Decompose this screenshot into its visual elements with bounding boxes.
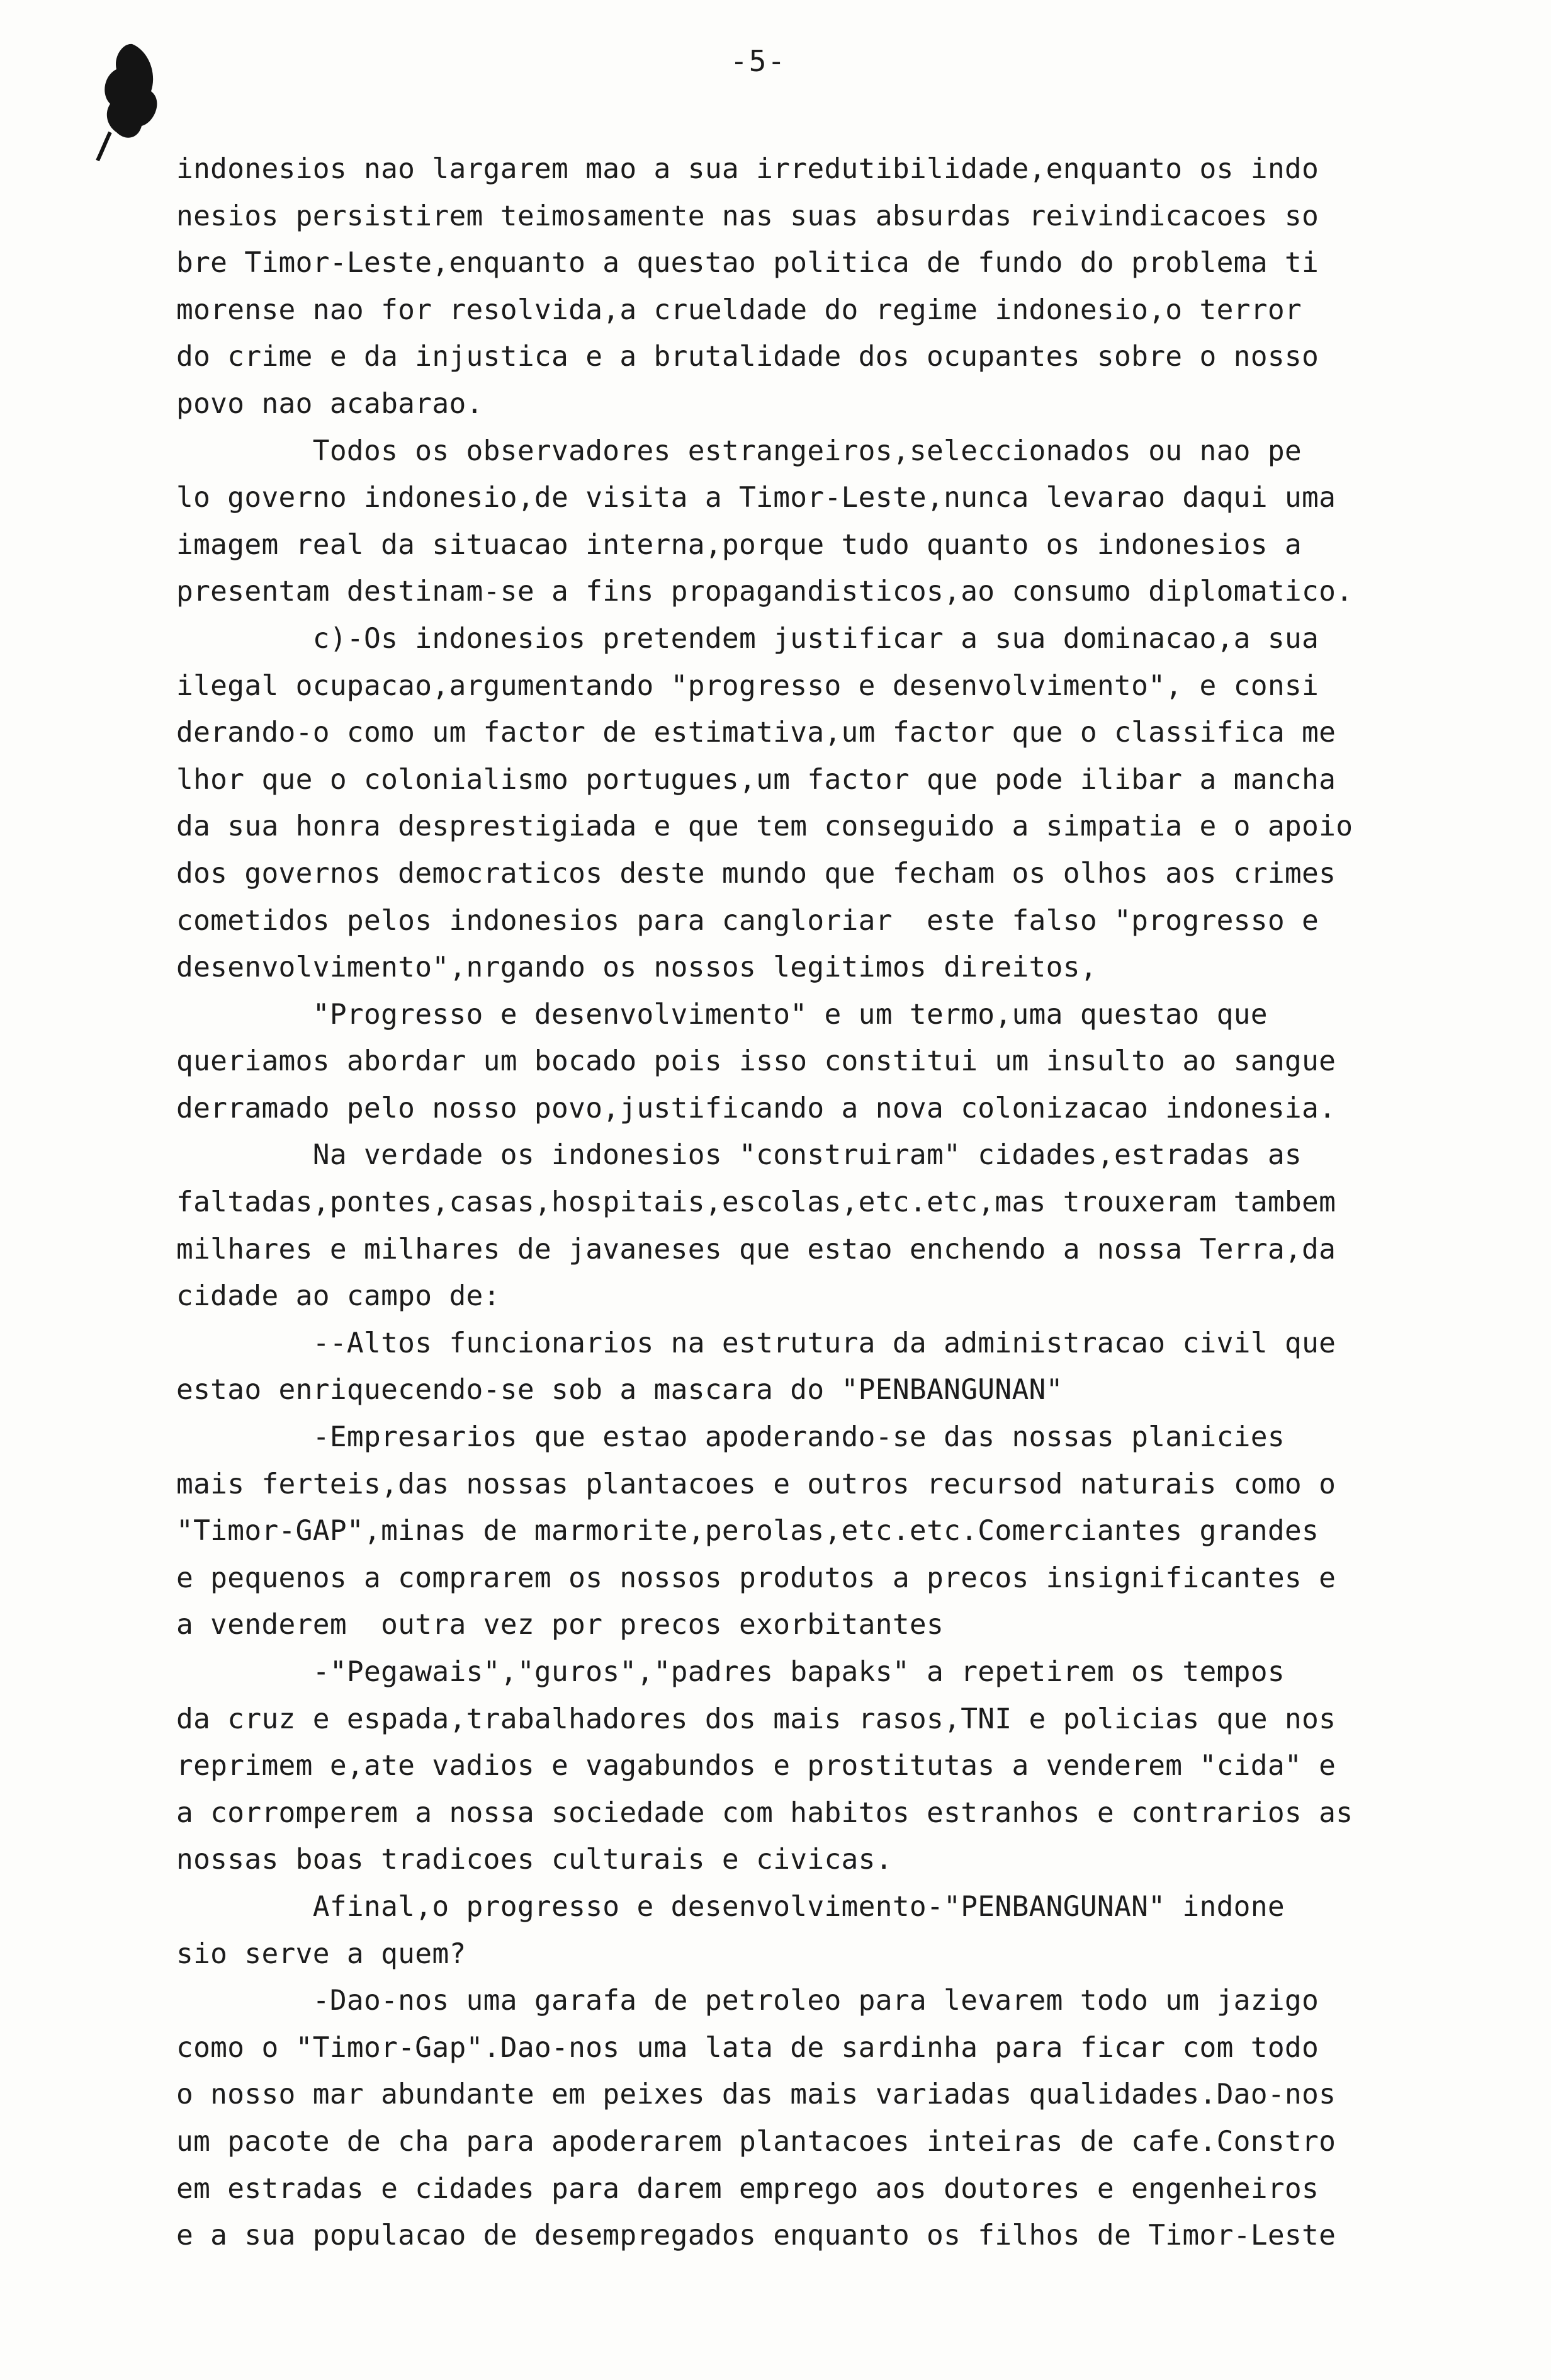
text-line: estao enriquecendo-se sob a mascara do "PENBANGUNAN" bbox=[176, 1374, 1063, 1407]
text-line: um pacote de cha para apoderarem plantacoes inteiras de cafe.Constro bbox=[176, 2125, 1336, 2158]
text-line: desenvolvimento",nrgando os nossos legitimos direitos, bbox=[176, 951, 1097, 984]
text-line: Afinal,o progresso e desenvolvimento-"PENBANGUNAN" indone bbox=[176, 1890, 1285, 1923]
text-line: imagem real da situacao interna,porque tudo quanto os indonesios a bbox=[176, 528, 1302, 561]
text-line: e a sua populacao de desempregados enquanto os filhos de Timor-Leste bbox=[176, 2219, 1336, 2252]
body-text bbox=[176, 146, 1523, 2260]
text-line: a venderem outra vez por precos exorbitantes bbox=[176, 1609, 944, 1641]
text-line: sio serve a quem? bbox=[176, 1937, 466, 1970]
text-line: lo governo indonesio,de visita a Timor-Leste,nunca levarao daqui uma bbox=[176, 482, 1336, 514]
ink-blot-mark bbox=[88, 38, 170, 164]
text-line: indonesios nao largarem mao a sua irredutibilidade,enquanto os indo bbox=[176, 153, 1319, 185]
text-line: presentam destinam-se a fins propagandisticos,ao consumo diplomatico. bbox=[176, 575, 1353, 608]
text-line: c)-Os indonesios pretendem justificar a sua dominacao,a sua bbox=[176, 622, 1319, 655]
text-line: reprimem e,ate vadios e vagabundos e prostitutas a venderem "cida" e bbox=[176, 1750, 1336, 1782]
text-line: cidade ao campo de: bbox=[176, 1280, 500, 1313]
text-line: milhares e milhares de javaneses que estao enchendo a nossa Terra,da bbox=[176, 1233, 1336, 1266]
text-line: Na verdade os indonesios "construiram" cidades,estradas as bbox=[176, 1139, 1302, 1172]
text-line: Todos os observadores estrangeiros,seleccionados ou nao pe bbox=[176, 434, 1302, 467]
text-line: --Altos funcionarios na estrutura da administracao civil que bbox=[176, 1327, 1336, 1359]
text-line: dos governos democraticos deste mundo que fecham os olhos aos crimes bbox=[176, 857, 1336, 890]
text-line: cometidos pelos indonesios para cangloriar este falso "progresso e bbox=[176, 904, 1319, 937]
text-line: nesios persistirem teimosamente nas suas absurdas reivindicacoes so bbox=[176, 200, 1319, 232]
text-line: povo nao acabarao. bbox=[176, 387, 483, 420]
text-line: e pequenos a comprarem os nossos produtos a precos insignificantes e bbox=[176, 1561, 1336, 1594]
text-line: "Progresso e desenvolvimento" e um termo,uma questao que bbox=[176, 998, 1268, 1031]
text-line: da sua honra desprestigiada e que tem conseguido a simpatia e o apoio bbox=[176, 810, 1353, 843]
text-line: ilegal ocupacao,argumentando "progresso e desenvolvimento", e consi bbox=[176, 669, 1319, 702]
text-line: queriamos abordar um bocado pois isso constitui um insulto ao sangue bbox=[176, 1045, 1336, 1078]
text-line: "Timor-GAP",minas de marmorite,perolas,etc.etc.Comerciantes grandes bbox=[176, 1515, 1319, 1548]
text-line: -Dao-nos uma garafa de petroleo para levarem todo um jazigo bbox=[176, 1985, 1319, 2017]
page-number: -5- bbox=[730, 44, 787, 78]
text-line: bre Timor-Leste,enquanto a questao politica de fundo do problema ti bbox=[176, 247, 1319, 280]
text-line: do crime e da injustica e a brutalidade dos ocupantes sobre o nosso bbox=[176, 341, 1319, 373]
text-line: -Empresarios que estao apoderando-se das nossas planicies bbox=[176, 1421, 1285, 1454]
text-line: morense nao for resolvida,a crueldade do regime indonesio,o terror bbox=[176, 293, 1302, 326]
text-line: da cruz e espada,trabalhadores dos mais rasos,TNI e policias que nos bbox=[176, 1703, 1336, 1735]
text-line: em estradas e cidades para darem emprego aos doutores e engenheiros bbox=[176, 2172, 1319, 2205]
text-line: derando-o como um factor de estimativa,um factor que o classifica me bbox=[176, 717, 1336, 749]
text-line: nossas boas tradicoes culturais e civicas. bbox=[176, 1844, 893, 1876]
text-line: mais ferteis,das nossas plantacoes e outros recursod naturais como o bbox=[176, 1468, 1336, 1500]
text-line: o nosso mar abundante em peixes das mais variadas qualidades.Dao-nos bbox=[176, 2078, 1336, 2111]
text-line: -"Pegawais","guros","padres bapaks" a repetirem os tempos bbox=[176, 1656, 1285, 1688]
text-line: faltadas,pontes,casas,hospitais,escolas,etc.etc,mas trouxeram tambem bbox=[176, 1186, 1336, 1219]
text-line: lhor que o colonialismo portugues,um factor que pode ilibar a mancha bbox=[176, 763, 1336, 796]
text-line: a corromperem a nossa sociedade com habitos estranhos e contrarios as bbox=[176, 1796, 1353, 1829]
text-line: como o "Timor-Gap".Dao-nos uma lata de sardinha para ficar com todo bbox=[176, 2031, 1319, 2064]
text-line: derramado pelo nosso povo,justificando a nova colonizacao indonesia. bbox=[176, 1092, 1336, 1125]
